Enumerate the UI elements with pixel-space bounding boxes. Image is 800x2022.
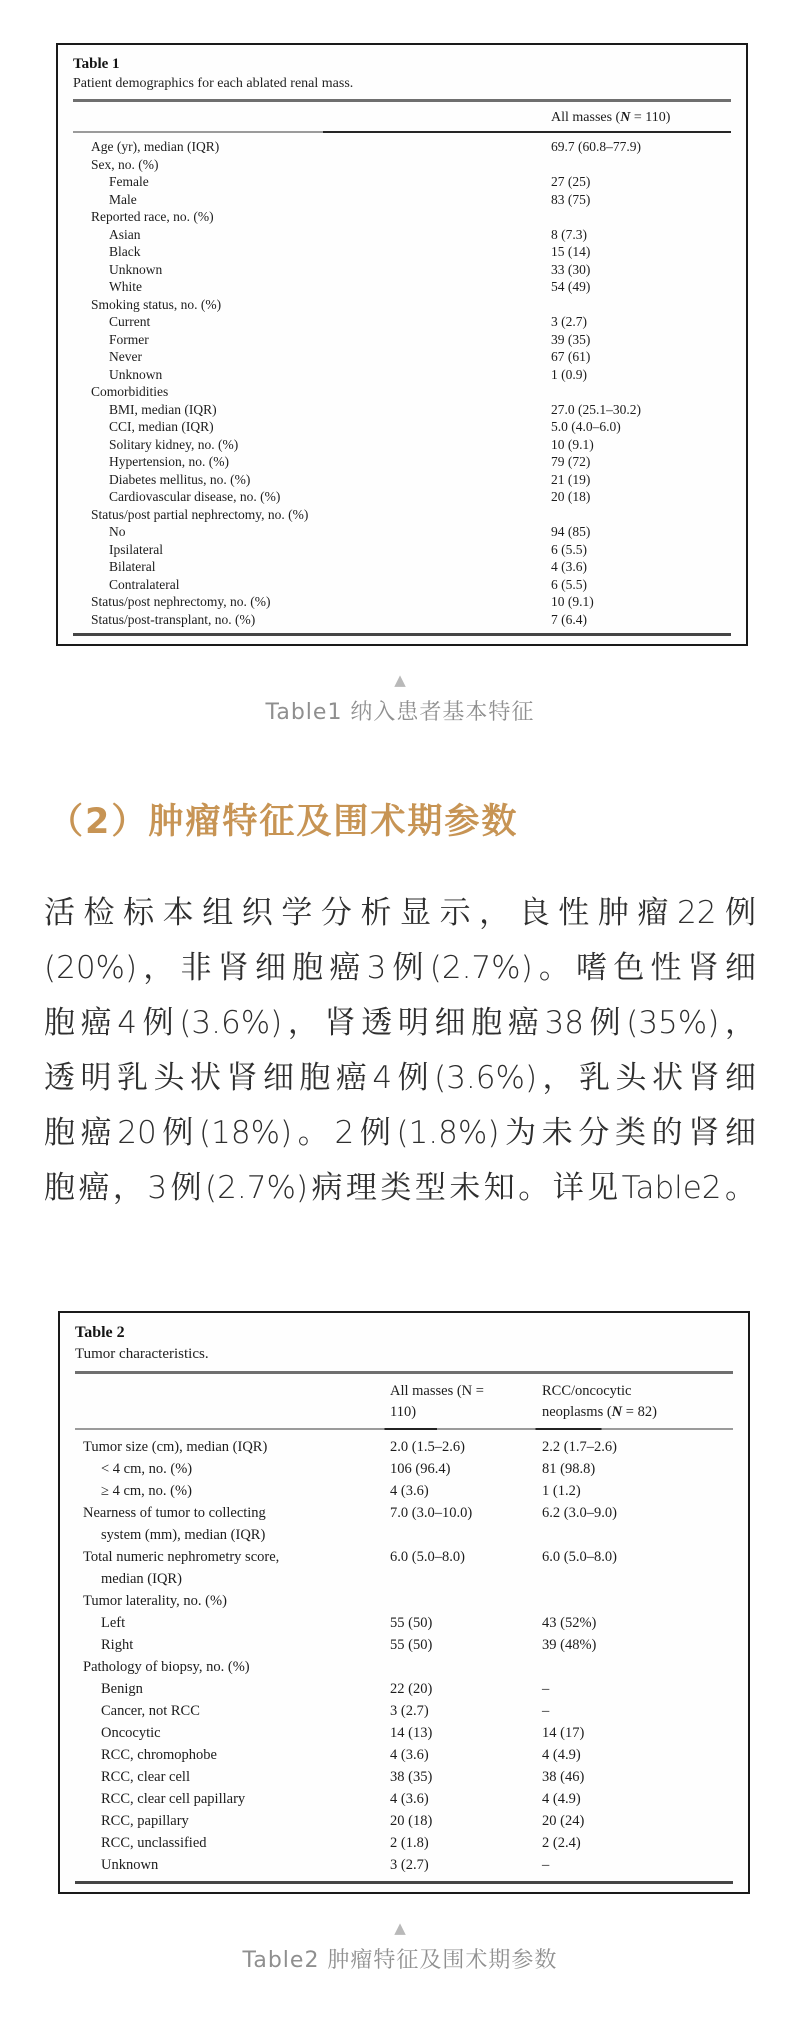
- page: [0, 43, 800, 2022]
- row-value: [551, 383, 731, 401]
- row-label: < 4 cm, no. (%): [101, 1461, 193, 1477]
- col1-header-line2: 110): [390, 1404, 417, 1420]
- table-row: [73, 611, 731, 629]
- table2: [58, 1311, 750, 1894]
- table-row: [73, 313, 731, 331]
- row-value: 6 (5.5): [551, 576, 587, 592]
- table-row: [75, 1546, 733, 1590]
- paragraph-line: 胞癌4例(3.6%)，肾透明细胞癌38例(35%)，: [44, 1005, 756, 1041]
- row-value-rcc: 4 (4.9): [542, 1747, 581, 1763]
- row-value: 39 (35): [551, 331, 591, 347]
- row-value: 27 (25): [551, 174, 591, 189]
- row-value-all-masses: 7.0 (3.0–10.0): [390, 1505, 473, 1521]
- row-value: 20 (18): [551, 489, 591, 504]
- row-value: 21 (19): [551, 471, 591, 487]
- row-value-rcc: 1 (1.2): [542, 1483, 581, 1499]
- row-label: White: [109, 279, 142, 294]
- col2-header-suffix: = 82): [622, 1404, 657, 1420]
- row-value: 79 (72): [551, 454, 591, 469]
- table2-caption: [0, 1920, 800, 1976]
- table-row: [73, 418, 731, 436]
- row-value-all-masses: 55 (50): [390, 1615, 433, 1631]
- table2-column-headers: [75, 1381, 733, 1423]
- row-value-rcc: –: [542, 1703, 550, 1719]
- table-row: [75, 1766, 733, 1788]
- row-value: 1 (0.9): [551, 366, 587, 382]
- row-label: Unknown: [109, 261, 163, 277]
- row-value: 6 (5.5): [551, 541, 587, 557]
- table-row: [75, 1502, 733, 1546]
- table-row: [75, 1810, 733, 1832]
- row-value: [551, 506, 731, 524]
- row-label: Former: [109, 331, 149, 347]
- row-value-rcc: 2 (2.4): [542, 1835, 581, 1851]
- table1-column-header: [73, 108, 731, 127]
- row-value-rcc: 14 (17): [542, 1725, 585, 1741]
- table-row: [73, 261, 731, 279]
- row-value-rcc: 2.2 (1.7–2.6): [542, 1439, 617, 1455]
- row-label: CCI, median (IQR): [109, 419, 214, 434]
- row-label: [75, 1502, 390, 1546]
- row-label-line1: Nearness of tumor to collecting: [83, 1505, 266, 1521]
- table-row: [73, 156, 731, 174]
- table1-caption: [0, 672, 800, 728]
- row-value: 10 (9.1): [551, 436, 594, 452]
- row-value: 94 (85): [551, 524, 591, 539]
- col1-header-line1: All masses (N =: [390, 1383, 484, 1399]
- row-label: No: [109, 524, 126, 539]
- table-row: [73, 558, 731, 576]
- row-value: 33 (30): [551, 261, 591, 277]
- col2-header-line1: RCC/oncocytic: [542, 1383, 632, 1399]
- row-label: Tumor laterality, no. (%): [83, 1593, 227, 1609]
- collapse-triangle-icon: ▲: [394, 671, 406, 689]
- row-label: Diabetes mellitus, no. (%): [109, 471, 251, 487]
- table-row: [73, 383, 731, 401]
- table-row: [73, 471, 731, 489]
- table2-bottom-rule: [75, 1881, 733, 1884]
- row-value-all-masses: 38 (35): [390, 1769, 433, 1785]
- row-label: Unknown: [109, 366, 163, 382]
- row-value: [551, 296, 731, 314]
- table-row: [73, 191, 731, 209]
- paragraph-line: 胞癌20例(18%)。2例(1.8%)为未分类的肾细: [44, 1115, 756, 1151]
- row-value: 27.0 (25.1–30.2): [551, 401, 641, 417]
- row-value-rcc: –: [542, 1681, 550, 1697]
- table2-title: Table 2: [75, 1324, 125, 1341]
- row-label: Status/post nephrectomy, no. (%): [91, 594, 271, 609]
- table-row: [75, 1634, 733, 1656]
- table-row: [75, 1480, 733, 1502]
- table2-caption-text: Table2 肿瘤特征及围术期参数: [242, 1948, 558, 1973]
- row-value: 7 (6.4): [551, 611, 587, 627]
- row-value: 10 (9.1): [551, 594, 594, 609]
- table-row: [73, 278, 731, 296]
- table2-subtitle: Tumor characteristics.: [75, 1346, 209, 1362]
- row-value-rcc: –: [542, 1857, 550, 1873]
- table1-header-rule: [73, 131, 731, 133]
- row-value-rcc: 20 (24): [542, 1813, 585, 1829]
- row-value: 54 (49): [551, 279, 591, 294]
- row-value-all-masses: 22 (20): [390, 1681, 433, 1697]
- row-label: Pathology of biopsy, no. (%): [83, 1659, 250, 1675]
- table-row: [73, 208, 731, 226]
- table-row: [73, 593, 731, 611]
- row-value-rcc: 6.0 (5.0–8.0): [542, 1549, 617, 1565]
- row-label: Ipsilateral: [109, 541, 163, 557]
- row-value-all-masses: 6.0 (5.0–8.0): [390, 1549, 465, 1565]
- row-label: Reported race, no. (%): [91, 209, 214, 224]
- row-value: 69.7 (60.8–77.9): [551, 139, 641, 154]
- row-label: Right: [101, 1637, 134, 1653]
- row-label: ≥ 4 cm, no. (%): [101, 1483, 192, 1499]
- row-value-all-masses: 2 (1.8): [390, 1835, 429, 1851]
- table1-bottom-rule: [73, 633, 731, 636]
- row-label: Female: [109, 174, 149, 189]
- row-label: Benign: [101, 1681, 143, 1697]
- row-value: 5.0 (4.0–6.0): [551, 419, 621, 434]
- row-value-rcc: 81 (98.8): [542, 1461, 596, 1477]
- table-row: [75, 1458, 733, 1480]
- table-row: [75, 1832, 733, 1854]
- row-label: RCC, clear cell papillary: [101, 1791, 246, 1807]
- row-label: Age (yr), median (IQR): [91, 139, 220, 154]
- table-row: [75, 1678, 733, 1700]
- table-row: [75, 1612, 733, 1634]
- row-value: 15 (14): [551, 244, 591, 259]
- paragraph-line: 透明乳头状肾细胞癌4例(3.6%)，乳头状肾细: [44, 1060, 756, 1096]
- row-value-all-masses: 4 (3.6): [390, 1747, 429, 1763]
- row-value-all-masses: 4 (3.6): [390, 1791, 429, 1807]
- col2-header-prefix: neoplasms (: [542, 1404, 612, 1420]
- row-label: Black: [109, 244, 141, 259]
- row-label: [75, 1546, 390, 1590]
- col2-header-line2: [542, 1402, 733, 1423]
- table-row: [75, 1656, 733, 1678]
- row-label: RCC, unclassified: [101, 1835, 207, 1851]
- table-row: [73, 541, 731, 559]
- table-row: [73, 436, 731, 454]
- row-label: Bilateral: [109, 559, 156, 574]
- row-value-rcc: 39 (48%): [542, 1637, 597, 1653]
- row-label: Cardiovascular disease, no. (%): [109, 489, 281, 504]
- table-row: [73, 401, 731, 419]
- row-label: Cancer, not RCC: [101, 1703, 200, 1719]
- row-value-all-masses: 2.0 (1.5–2.6): [390, 1439, 465, 1455]
- header-spacer: [75, 1381, 390, 1423]
- row-label: Sex, no. (%): [91, 156, 159, 172]
- table1-title: Table 1: [73, 56, 120, 72]
- row-value: 83 (75): [551, 191, 591, 207]
- table-row: [75, 1854, 733, 1876]
- collapse-triangle-icon: ▲: [394, 1919, 406, 1937]
- col-header-n: N: [620, 110, 631, 125]
- row-label: Left: [101, 1615, 126, 1631]
- row-label: Unknown: [101, 1857, 159, 1873]
- table-row: [73, 296, 731, 314]
- row-label: Solitary kidney, no. (%): [109, 436, 239, 452]
- table2-col2-header: [542, 1381, 733, 1423]
- row-label: Status/post-transplant, no. (%): [91, 611, 256, 627]
- table1: [56, 43, 748, 646]
- row-value-rcc: 43 (52%): [542, 1615, 597, 1631]
- table2-rows: [75, 1436, 733, 1876]
- table-row: [73, 506, 731, 524]
- table1-rows: [73, 138, 731, 628]
- table2-header-rule: [75, 1428, 733, 1430]
- table-row: [73, 488, 731, 506]
- section-heading: （2）肿瘤特征及围术期参数: [48, 802, 519, 842]
- row-value-all-masses: 106 (96.4): [390, 1461, 451, 1477]
- table-row: [73, 226, 731, 244]
- row-label: Asian: [109, 226, 141, 242]
- row-value-rcc: 4 (4.9): [542, 1791, 581, 1807]
- row-value-all-masses: 3 (2.7): [390, 1703, 429, 1719]
- col2-header-n: N: [611, 1404, 623, 1420]
- row-label: Contralateral: [109, 576, 180, 592]
- paragraph-line: 胞癌，3例(2.7%)病理类型未知。详见Table2。: [44, 1170, 756, 1206]
- table-row: [75, 1436, 733, 1458]
- table-row: [73, 366, 731, 384]
- table-row: [73, 576, 731, 594]
- table2-title-rule: [75, 1371, 733, 1374]
- row-label: RCC, clear cell: [101, 1769, 190, 1785]
- section-paragraph: [44, 886, 756, 1216]
- col-header-suffix: = 110): [630, 110, 671, 125]
- row-value: 67 (61): [551, 349, 591, 364]
- table-row: [75, 1700, 733, 1722]
- row-value-all-masses: 14 (13): [390, 1725, 433, 1741]
- row-value: [551, 156, 731, 174]
- table-row: [75, 1722, 733, 1744]
- table-row: [73, 523, 731, 541]
- table-row: [75, 1788, 733, 1810]
- table-row: [75, 1590, 733, 1612]
- row-label: Oncocytic: [101, 1725, 161, 1741]
- table-row: [73, 453, 731, 471]
- table-row: [73, 348, 731, 366]
- row-value-all-masses: 20 (18): [390, 1813, 433, 1829]
- row-label-line1: Total numeric nephrometry score,: [83, 1549, 280, 1565]
- table-row: [73, 173, 731, 191]
- row-label: Smoking status, no. (%): [91, 296, 222, 312]
- table1-caption-text: Table1 纳入患者基本特征: [265, 700, 535, 725]
- row-label: Status/post partial nephrectomy, no. (%): [91, 506, 309, 522]
- row-value: 3 (2.7): [551, 314, 587, 329]
- paragraph-line: 活检标本组织学分析显示，良性肿瘤22例: [44, 895, 756, 931]
- table1-title-rule: [73, 99, 731, 102]
- table-row: [73, 243, 731, 261]
- row-label-line2: median (IQR): [101, 1571, 182, 1587]
- row-value: 4 (3.6): [551, 559, 587, 574]
- row-value-rcc: 6.2 (3.0–9.0): [542, 1505, 617, 1521]
- row-label: RCC, chromophobe: [101, 1747, 217, 1763]
- table2-col1-header: [390, 1381, 542, 1423]
- row-label: Current: [109, 314, 151, 329]
- row-value-rcc: 38 (46): [542, 1769, 585, 1785]
- row-value: [551, 208, 731, 226]
- row-label: BMI, median (IQR): [109, 401, 217, 417]
- row-label: Male: [109, 191, 137, 207]
- row-label: Hypertension, no. (%): [109, 454, 229, 469]
- row-value: 8 (7.3): [551, 226, 587, 242]
- table1-subtitle: Patient demographics for each ablated renal mass.: [73, 76, 354, 91]
- row-value-all-masses: 3 (2.7): [390, 1857, 429, 1873]
- row-label: RCC, papillary: [101, 1813, 189, 1829]
- row-label: Comorbidities: [91, 384, 169, 399]
- paragraph-line: (20%)，非肾细胞癌3例(2.7%)。嗜色性肾细: [44, 950, 756, 986]
- row-label: Tumor size (cm), median (IQR): [83, 1439, 268, 1455]
- table-row: [73, 331, 731, 349]
- row-value-all-masses: 4 (3.6): [390, 1483, 429, 1499]
- table-row: [73, 138, 731, 156]
- table-row: [75, 1744, 733, 1766]
- row-value-all-masses: 55 (50): [390, 1637, 433, 1653]
- row-label-line2: system (mm), median (IQR): [101, 1527, 266, 1543]
- col-header-prefix: All masses (: [551, 110, 621, 125]
- row-label: Never: [109, 349, 142, 364]
